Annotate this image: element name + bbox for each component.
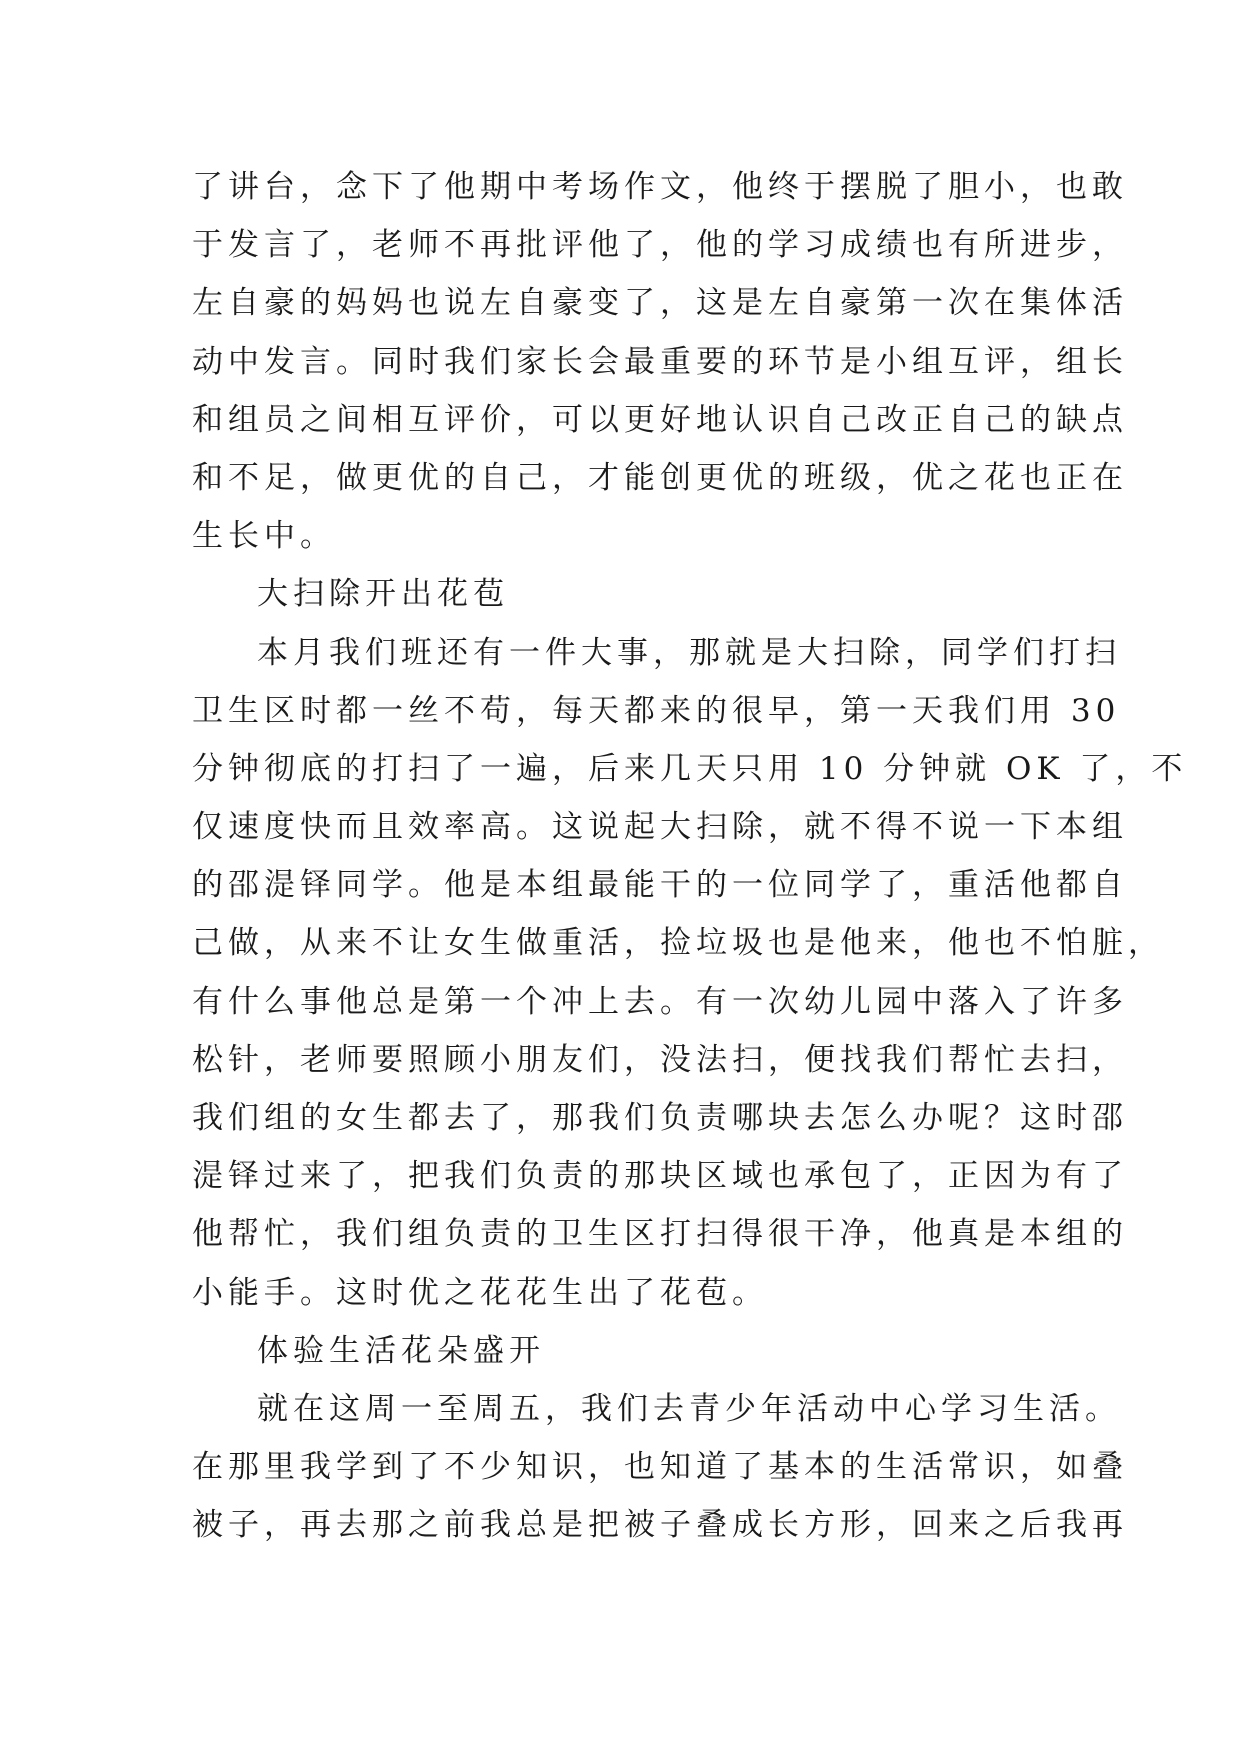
text-line: 仅速度快而且效率高。这说起大扫除，就不得不说一下本组 <box>192 809 1128 846</box>
text-line: 卫生区时都一丝不苟，每天都来的很早，第一天我们用 30 <box>192 692 1121 729</box>
document-body <box>192 158 1188 1555</box>
text-line: 和不足，做更优的自己，才能创更优的班级，优之花也正在 <box>192 459 1128 496</box>
text-line: 动中发言。同时我们家长会最重要的环节是小组互评，组长 <box>192 343 1128 380</box>
text-line: 分钟彻底的打扫了一遍，后来几天只用 10 分钟就 OK 了，不 <box>192 750 1188 787</box>
text-line: 左自豪的妈妈也说左自豪变了，这是左自豪第一次在集体活 <box>192 285 1128 322</box>
text-line: 他帮忙，我们组负责的卫生区打扫得很干净，他真是本组的 <box>192 1216 1128 1253</box>
text-line: 和组员之间相互评价，可以更好地认识自己改正自己的缺点 <box>192 401 1128 438</box>
text-line: 了讲台，念下了他期中考场作文，他终于摆脱了胆小，也敢 <box>192 169 1128 205</box>
text-line: 体验生活花朵盛开 <box>257 1332 545 1369</box>
text-line: 的邵湜铎同学。他是本组最能干的一位同学了，重活他都自 <box>192 867 1128 904</box>
text-line: 小能手。这时优之花花生出了花苞。 <box>192 1274 768 1311</box>
text-line: 本月我们班还有一件大事，那就是大扫除，同学们打扫 <box>257 634 1121 671</box>
text-line: 有什么事他总是第一个冲上去。有一次幼儿园中落入了许多 <box>192 983 1128 1020</box>
text-line: 湜铎过来了，把我们负责的那块区域也承包了，正因为有了 <box>192 1158 1128 1195</box>
text-line: 己做，从来不让女生做重活，捡垃圾也是他来，他也不怕脏， <box>192 925 1164 962</box>
text-line: 松针，老师要照顾小朋友们，没法扫，便找我们帮忙去扫， <box>192 1041 1128 1078</box>
text-line: 生长中。 <box>192 518 336 555</box>
text-line: 我们组的女生都去了，那我们负责哪块去怎么办呢？这时邵 <box>192 1100 1128 1136</box>
text-line: 被子，再去那之前我总是把被子叠成长方形，回来之后我再 <box>192 1507 1128 1544</box>
text-line: 就在这周一至周五，我们去青少年活动中心学习生活。 <box>257 1390 1121 1427</box>
text-line: 大扫除开出花苞 <box>257 576 509 613</box>
text-line: 于发言了，老师不再批评他了，他的学习成绩也有所进步， <box>192 227 1128 264</box>
text-line: 在那里我学到了不少知识，也知道了基本的生活常识，如叠 <box>192 1449 1128 1486</box>
